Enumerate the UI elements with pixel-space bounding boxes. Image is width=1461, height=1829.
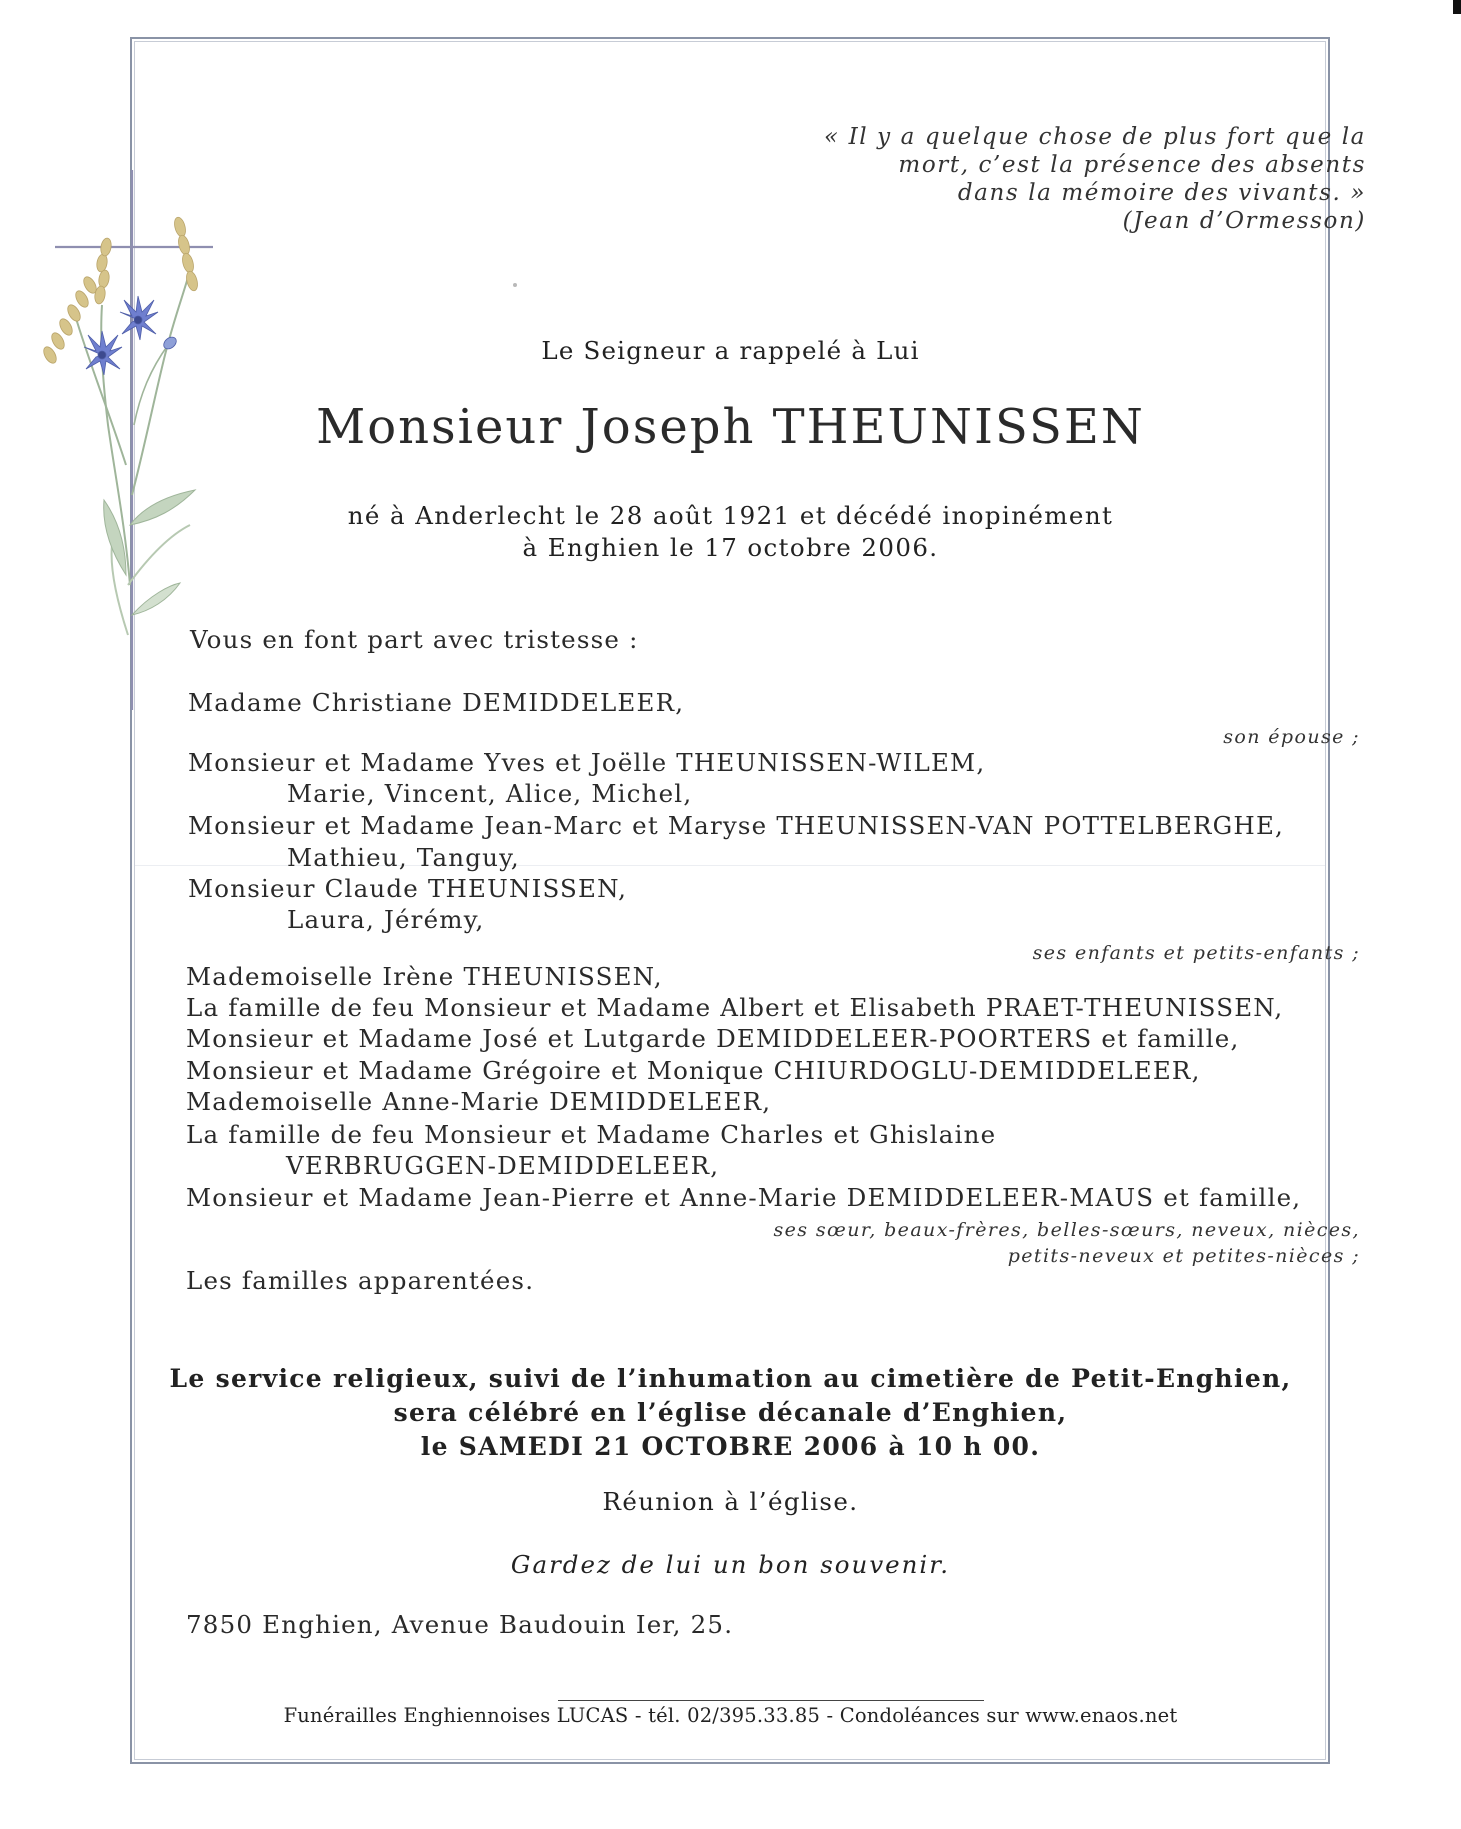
- scan-edge-mark: [1453, 0, 1461, 14]
- family-intro: Vous en font part avec tristesse :: [190, 625, 639, 654]
- spouse-role: son épouse ;: [1223, 726, 1360, 748]
- spouse-line: Madame Christiane DEMIDDELEER,: [188, 688, 685, 717]
- service-info: [0, 1362, 1461, 1464]
- footer-funeral-home: Funérailles Enghiennoises LUCAS - tél. 02/395.33.85 - Condoléances sur www.enaos.net: [283, 1704, 1178, 1727]
- souvenir-note: Gardez de lui un bon souvenir.: [510, 1550, 951, 1579]
- reunion-note: Réunion à l’église.: [602, 1487, 859, 1516]
- relative-line: VERBRUGGEN-DEMIDDELEER,: [286, 1151, 720, 1180]
- address: 7850 Enghien, Avenue Baudouin Ier, 25.: [186, 1610, 734, 1639]
- relative-line: Monsieur et Madame Jean-Pierre et Anne-Marie DEMIDDELEER-MAUS et famille,: [186, 1183, 1302, 1212]
- quote-line: dans la mémoire des vivants. »: [957, 180, 1366, 206]
- relatives-role: ses sœur, beaux-frères, belles-sœurs, neveux, nièces,: [773, 1219, 1360, 1241]
- scan-speck: [513, 283, 517, 287]
- child-line: Monsieur Claude THEUNISSEN,: [188, 874, 628, 903]
- relatives-role: petits-neveux et petites-nièces ;: [1007, 1245, 1360, 1267]
- children-role: ses enfants et petits-enfants ;: [1032, 942, 1360, 964]
- quote-line: mort, c’est la présence des absents: [898, 152, 1366, 178]
- grandchildren-line: Mathieu, Tanguy,: [287, 843, 520, 872]
- relative-line: Monsieur et Madame José et Lutgarde DEMIDDELEER-POORTERS et famille,: [186, 1024, 1240, 1053]
- death-line: à Enghien le 17 octobre 2006.: [522, 533, 939, 562]
- deceased-name: Monsieur Joseph THEUNISSEN: [316, 399, 1145, 455]
- birth-line: né à Anderlecht le 28 août 1921 et décédé inopinément: [347, 501, 1114, 530]
- epigraph-quote: [824, 123, 1366, 235]
- families-closing: Les familles apparentées.: [186, 1266, 535, 1295]
- service-line: sera célébré en l’église décanale d’Enghien,: [393, 1398, 1068, 1427]
- birth-death-info: [0, 500, 1461, 564]
- relative-line: La famille de feu Monsieur et Madame Charles et Ghislaine: [186, 1120, 997, 1149]
- relative-line: Mademoiselle Irène THEUNISSEN,: [186, 962, 663, 991]
- footer-rule: [558, 1700, 984, 1701]
- announcement-intro: Le Seigneur a rappelé à Lui: [541, 336, 920, 365]
- child-line: Monsieur et Madame Yves et Joëlle THEUNISSEN-WILEM,: [188, 748, 986, 777]
- grandchildren-line: Laura, Jérémy,: [287, 905, 485, 934]
- service-line: Le service religieux, suivi de l’inhumation au cimetière de Petit-Enghien,: [169, 1364, 1292, 1393]
- relative-line: Monsieur et Madame Grégoire et Monique CHIURDOGLU-DEMIDDELEER,: [186, 1056, 1201, 1085]
- child-line: Monsieur et Madame Jean-Marc et Maryse THEUNISSEN-VAN POTTELBERGHE,: [188, 811, 1285, 840]
- grandchildren-line: Marie, Vincent, Alice, Michel,: [287, 779, 693, 808]
- quote-author: (Jean d’Ormesson): [1122, 208, 1366, 234]
- relative-line: Mademoiselle Anne-Marie DEMIDDELEER,: [186, 1087, 772, 1116]
- relative-line: La famille de feu Monsieur et Madame Albert et Elisabeth PRAET-THEUNISSEN,: [186, 993, 1284, 1022]
- quote-line: « Il y a quelque chose de plus fort que la: [824, 124, 1366, 150]
- service-date: le SAMEDI 21 OCTOBRE 2006 à 10 h 00.: [420, 1432, 1041, 1461]
